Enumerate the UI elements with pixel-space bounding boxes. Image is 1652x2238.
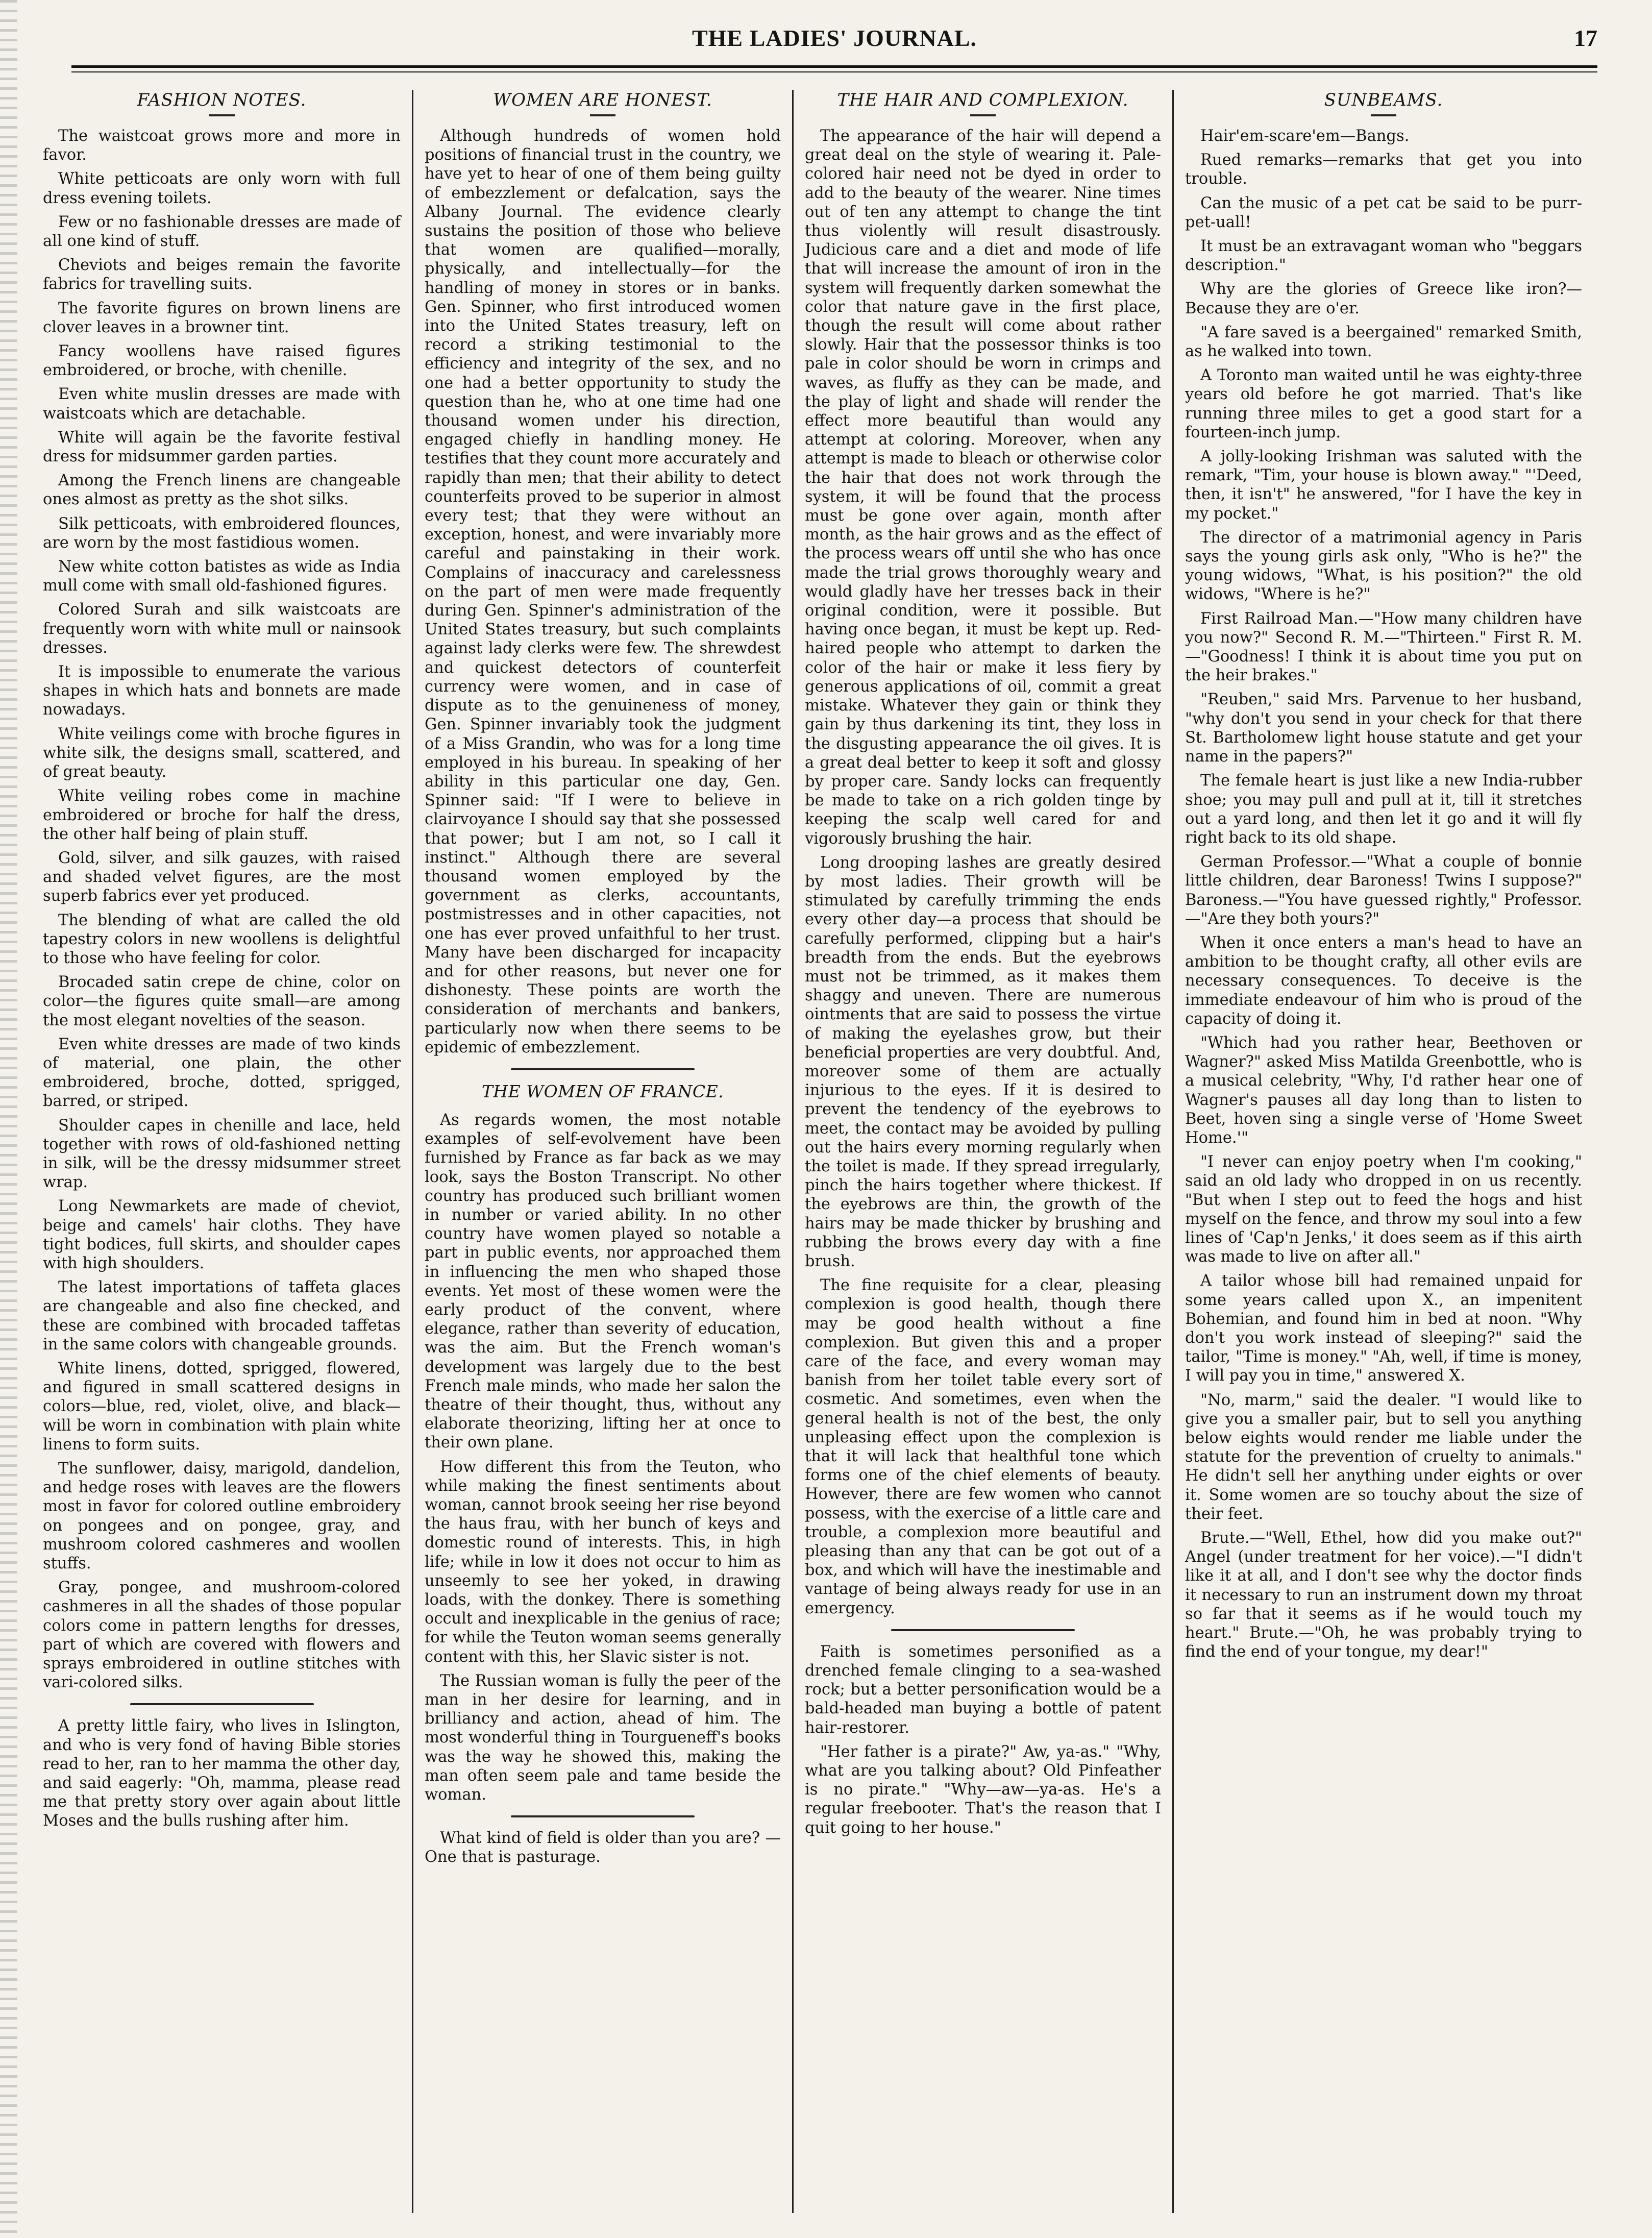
column-hair-complexion bbox=[792, 90, 1172, 2213]
article-paragraph: "No, marm," said the dealer. "I would like to give you a smaller pair, but to sell you anything below eights would render me liable under the statute for the prevention of cruelty to animals." He didn't sell her anything under eights or over it. Some women are so touchy about the size of their feet. bbox=[1185, 1391, 1582, 1523]
binding-edge bbox=[0, 0, 17, 2238]
article-paragraph: The fine requisite for a clear, pleasing complexion is good health, though there may be good health without a fine complexion. But given this and a proper care of the face, and every woman may banish from her toilet table every sort of cosmetic. And sometimes, even when the general health is not of the best, the only unpleasing effect upon the complexion is that it will lack that healthful tone which forms one of the chief elements of beauty. However, there are few women who cannot possess, with the exercise of a little care and trouble, a complexion more beautiful and pleasing than any that can be got out of a box, and which will have the inestimable and vantage of being always ready for use in an emergency. bbox=[805, 1276, 1161, 1617]
section-divider bbox=[891, 1629, 1075, 1631]
column-title: FASHION NOTES. bbox=[137, 90, 307, 110]
title-dash bbox=[970, 114, 996, 116]
article-paragraph: Shoulder capes in chenille and lace, held together with rows of old-fashioned netting in silk, will be the dressy midsummer street wrap. bbox=[43, 1116, 401, 1192]
column-section-body bbox=[425, 1111, 781, 1804]
article-paragraph: Long Newmarkets are made of cheviot, beige and camels' hair cloths. They have tight bodices, full skirts, and shoulder capes with high shoulders. bbox=[43, 1197, 401, 1272]
article-paragraph: As regards women, the most notable examples of self-evolvement have been furnished by France as far back as we may look, says the Boston Transcript. No other country has produced such brilliant women in number or varied ability. In no other country have women played so notable a part in public events, nor approached them in influencing the men who shaped those events. Yet most of these women were the early product of the convent, where elegance, rather than severity of education, was the aim. But the French woman's development was largely due to the best French male minds, who made her salon the theatre of their thought, thus, without any elaborate theorizing, lifting her at once to their own plane. bbox=[425, 1111, 781, 1452]
section-divider bbox=[511, 1815, 695, 1817]
article-paragraph: White veilings come with broche figures in white silk, the designs small, scattered, and of great beauty. bbox=[43, 725, 401, 781]
article-paragraph: Rued remarks—remarks that get you into trouble. bbox=[1185, 151, 1582, 188]
article-paragraph: The latest importations of taffeta glaces are changeable and also fine checked, and these are combined with brocaded taffetas in the same colors with changeable grounds. bbox=[43, 1278, 401, 1354]
article-paragraph: Can the music of a pet cat be said to be purr-pet-uall! bbox=[1185, 194, 1582, 231]
title-dash bbox=[1371, 114, 1396, 116]
article-paragraph: "A fare saved is a beergained" remarked Smith, as he walked into town. bbox=[1185, 323, 1582, 361]
article-paragraph: Cheviots and beiges remain the favorite fabrics for travelling suits. bbox=[43, 256, 401, 293]
article-paragraph: The sunflower, daisy, marigold, dandelion, and hedge roses with leaves are the flowers most in favor for colored outline embroidery on pongees and on pongee, gray, and mushroom colored cashmeres and woollen stuffs. bbox=[43, 1460, 401, 1573]
article-paragraph: Silk petticoats, with embroidered flounces, are worn by the most fastidious women. bbox=[43, 514, 401, 552]
article-paragraph: Among the French linens are changeable ones almost as pretty as the shot silks. bbox=[43, 472, 401, 509]
article-paragraph: Although hundreds of women hold positions of financial trust in the country, we have yet to hear of one of them being guilty of embezzlement or defalcation, says the Albany Journal. The evidence clearly sustains the position of those who believe that women are qualified—morally, physically, and intellectually—for the handling of money in stores or in banks. Gen. Spinner, who first introduced women into the United States treasury, left on record a striking testimonial to the efficiency and integrity of the sex, and no one had a better opportunity to study the question than he, who at one time had one thousand women under his direction, engaged chiefly in handling money. He testifies that they count more accurately and rapidly than men; that their ability to detect counterfeits proved to be superior in almost every test; that they were without an exception, honest, and were invariably more careful and painstaking in their work. Complains of inaccuracy and carelessness on the part of men were made frequently during Gen. Spinner's administration of the United States treasury, but such complaints against lady clerks were few. The shrewdest and quickest detectors of counterfeit currency were women, and in case of dispute as to the genuineness of money, Gen. Spinner invariably took the judgment of a Miss Grandin, who was for a long time employed in his bureau. In speaking of her ability in this particular one day, Gen. Spinner said: "If I were to believe in clairvoyance I should say that she possessed that power; but I am not, so I call it instinct." Although there are several thousand women employed by the government as clerks, accountants, postmistresses and in other capacities, not one has ever proved unfaithful to her trust. Many have been discharged for incapacity and for other reasons, but never one for dishonesty. These points are worth the consideration of merchants and bankers, particularly now when there seems to be epidemic of embezzlement. bbox=[425, 127, 781, 1056]
title-dash bbox=[209, 114, 235, 116]
article-paragraph: A Toronto man waited until he was eighty-three years old before he got married. That's like running three miles to get a good start for a fourteen-inch jump. bbox=[1185, 366, 1582, 441]
article-paragraph: It is impossible to enumerate the various shapes in which hats and bonnets are made nowadays. bbox=[43, 663, 401, 719]
title-dash bbox=[590, 114, 615, 116]
article-paragraph: Even white dresses are made of two kinds of material, one plain, the other embroidered, broche, dotted, sprigged, barred, or striped. bbox=[43, 1035, 401, 1111]
article-paragraph: The director of a matrimonial agency in Paris says the young girls ask only, "Who is he?" the young widows, "What, is his position?" the old widows, "Where is he?" bbox=[1185, 528, 1582, 604]
article-paragraph: "Which had you rather hear, Beethoven or Wagner?" asked Miss Matilda Greenbottle, who is a musical celebrity, "Why, I'd rather hear one of Wagner's pauses all day long than to listen to Beet, hoven sing a single verse of 'Home Sweet Home.'" bbox=[1185, 1034, 1582, 1147]
column-fashion-notes bbox=[32, 90, 412, 2213]
column-extra bbox=[43, 1716, 401, 1830]
article-paragraph: Brocaded satin crepe de chine, color on color—the figures quite small—are among the most elegant novelties of the season. bbox=[43, 973, 401, 1029]
header-rule bbox=[71, 65, 1597, 72]
article-paragraph: Why are the glories of Greece like iron?—Because they are o'er. bbox=[1185, 280, 1582, 317]
article-paragraph: White petticoats are only worn with full dress evening toilets. bbox=[43, 170, 401, 207]
article-paragraph: Brute.—"Well, Ethel, how did you make out?" Angel (under treatment for her voice).—"I didn't like it at all, and I don't see why the doctor finds it necessary to run an instrument down my throat so far that it seems as if he would touch my heart." Brute.—"Oh, he was probably trying to find the end of your tongue, my dear!" bbox=[1185, 1529, 1582, 1661]
article-paragraph: The appearance of the hair will depend a great deal on the style of wearing it. Pale-colored hair need not be dyed in order to add to the beauty of the wearer. Nine times out of ten any attempt to change the tint thus violently will result disastrously. Judicious care and a diet and mode of life that will increase the amount of iron in the system will frequently darken somewhat the color that nature gave in the first place, though the result will come about rather slowly. Hair that the possessor thinks is too pale in color should be worn in crimps and waves, as fluffy as they can be made, and the play of light and shade will render the effect more beautiful than would any attempt at coloring. Moreover, when any attempt is made to bleach or otherwise color the hair that does not work through the system, it will be found that the process must be gone over again, month after month, as the hair grows and as the effect of the process wears off until she who has once made the trial grows thoroughly weary and would gladly have her tresses back in their original condition, were it possible. But having once began, it must be kept up. Red-haired people who attempt to darken the color of the hair or make it less fiery by generous applications of oil, commit a great mistake. Whatever they gain or think they gain by thus darkening its tint, they loss in the disgusting appearance the oil gives. It is a great deal better to keep it soft and glossy by proper care. Sandy locks can frequently be made to take on a rich golden tinge by keeping the scalp well cared for and vigorously brushing the hair. bbox=[805, 127, 1161, 848]
column-extra bbox=[805, 1642, 1161, 1837]
article-paragraph: When it once enters a man's head to have an ambition to be thought crafty, all other evils are necessary consequences. To deceive is the immediate endeavour of him who is proud of the capacity of doing it. bbox=[1185, 933, 1582, 1028]
article-paragraph: "Reuben," said Mrs. Parvenue to her husband, "why don't you send in your check for that there St. Bartholomew light house statute and get your name in the papers?" bbox=[1185, 691, 1582, 766]
article-paragraph: White linens, dotted, sprigged, flowered, and figured in small scattered designs in colors—blue, red, violet, olive, and black—will be worn in combination with plain white linens to form suits. bbox=[43, 1359, 401, 1454]
section-divider bbox=[511, 1068, 695, 1070]
article-paragraph: The blending of what are called the old tapestry colors in new woollens is delightful to those who have feeling for color. bbox=[43, 911, 401, 967]
page-number: 17 bbox=[1574, 25, 1597, 51]
column-body bbox=[425, 127, 781, 1057]
article-paragraph: The favorite figures on brown linens are clover leaves in a browner tint. bbox=[43, 299, 401, 336]
article-paragraph: Long drooping lashes are greatly desired by most ladies. Their growth will be stimulated by carefully trimming the ends every other day—a process that should be carefully performed, clipping but a hair's breadth from the ends. But the eyebrows must not be trimmed, as it makes them shaggy and uneven. There are numerous ointments that are said to possess the virtue of making the eyelashes grow, but their beneficial properties are very doubtful. And, moreover some of them are actually injurious to the eyes. If it is desired to prevent the tendency of the eyebrows to meet, the contact may be avoided by pulling out the hairs every morning regularly when the toilet is made. If they spread irregularly, pinch the hairs together where thickest. If the eyebrows are thin, the growth of the hairs may be made thicker by brushing and rubbing the brows every day with a fine brush. bbox=[805, 853, 1161, 1270]
article-paragraph: Faith is sometimes personified as a drenched female clinging to a sea-washed rock; but a better personification would be a bald-headed man buying a bottle of patent hair-restorer. bbox=[805, 1642, 1161, 1737]
article-paragraph: Few or no fashionable dresses are made of all one kind of stuff. bbox=[43, 213, 401, 251]
article-paragraph: A tailor whose bill had remained unpaid for some years called upon X., an impenitent Bohemian, and found him in bed at noon. "Why don't you work instead of sleeping?" said the tailor, "Time is money." "Ah, well, if time is money, I will pay you in time," answered X. bbox=[1185, 1272, 1582, 1385]
article-paragraph: Hair'em-scare'em—Bangs. bbox=[1200, 127, 1410, 145]
column-title: THE HAIR AND COMPLEXION. bbox=[837, 90, 1129, 110]
article-paragraph: "I never can enjoy poetry when I'm cooking," said an old lady who dropped in on us recently. "But when I step out to feed the hogs and hist myself on the fence, and throw my soul into a few lines of 'Cap'n Jenks,' it does seem as if this airth was made to live on after all." bbox=[1185, 1153, 1582, 1266]
article-paragraph: The waistcoat grows more and more in favor. bbox=[43, 127, 401, 164]
article-paragraph: Colored Surah and silk waistcoats are frequently worn with white mull or nainsook dresses. bbox=[43, 601, 401, 657]
column-sunbeams bbox=[1172, 90, 1593, 2213]
article-paragraph: Even white muslin dresses are made with waistcoats which are detachable. bbox=[43, 385, 401, 423]
article-paragraph: The Russian woman is fully the peer of the man in her desire for learning, and in brilliancy and action, ahead of him. The most wonderful thing in Tourgueneff's books was the way he showed this, making the man often seem pale and tame beside the woman. bbox=[425, 1671, 781, 1804]
article-paragraph: A pretty little fairy, who lives in Islington, and who is very fond of having Bible stories read to her, ran to her mamma the other day, and said eagerly: "Oh, mamma, please read me that pretty story over again about little Moses and the bulls rushing after him. bbox=[43, 1717, 401, 1830]
article-paragraph: Fancy woollens have raised figures embroidered, or broche, with chenille. bbox=[43, 342, 401, 380]
article-paragraph: It must be an extravagant woman who "beggars description." bbox=[1185, 237, 1582, 275]
closing-joke: What kind of field is older than you are? —One that is pasturage. bbox=[425, 1829, 781, 1866]
journal-title: THE LADIES' JOURNAL. bbox=[692, 25, 977, 51]
article-paragraph: How different this from the Teuton, who while making the finest sentiments about woman, cannot brook seeing her rise beyond the haus frau, with her bunch of keys and domestic round of interests. This, in high life; while in low it does not occur to him as unseemly to see her yoked, in drawing loads, with the donkey. There is something occult and inexplicable in the genius of race; for while the Teuton woman seems generally content with this, her Slavic sister is not. bbox=[425, 1458, 781, 1666]
article-paragraph: "Her father is a pirate?" Aw, ya-as." "Why, what are you talking about? Old Pinfeather is no pirate." "Why—aw—ya-as. He's a regular freebooter. That's the reason that I quit going to her house." bbox=[805, 1742, 1161, 1837]
column-women-honest bbox=[412, 90, 792, 2213]
columns bbox=[32, 90, 1593, 2213]
section-title: THE WOMEN OF FRANCE. bbox=[481, 1081, 724, 1101]
article-paragraph: White will again be the favorite festival dress for midsummer garden parties. bbox=[43, 428, 401, 466]
article-paragraph: German Professor.—"What a couple of bonnie little children, dear Baroness! Twins I suppose?" Baroness.—"You have guessed rightly," Professor.—"Are they both yours?" bbox=[1185, 853, 1582, 928]
article-paragraph: Gray, pongee, and mushroom-colored cashmeres in all the shades of those popular colors come in pattern lengths for dresses, part of which are covered with flowers and sprays embroidered in outline stitches with vari-colored silks. bbox=[43, 1579, 401, 1692]
column-title: SUNBEAMS. bbox=[1324, 90, 1443, 110]
article-paragraph: White veiling robes come in machine embroidered or broche for half the dress, the other half being of plain stuff. bbox=[43, 787, 401, 843]
page-header bbox=[71, 24, 1597, 60]
section-divider bbox=[130, 1703, 314, 1705]
article-paragraph: The female heart is just like a new India-rubber shoe; you may pull and pull at it, till it stretches out a yard long, and then let it go and it will fly right back to its old shape. bbox=[1185, 772, 1582, 847]
column-title: WOMEN ARE HONEST. bbox=[493, 90, 712, 110]
column-body bbox=[1185, 127, 1582, 1661]
article-paragraph: First Railroad Man.—"How many children have you now?" Second R. M.—"Thirteen." First R. M.—"Goodness! I think it is about time you put on the heir brakes." bbox=[1185, 609, 1582, 685]
article-paragraph: Gold, silver, and silk gauzes, with raised and shaded velvet figures, are the most superb fabrics ever yet produced. bbox=[43, 849, 401, 905]
column-body bbox=[805, 127, 1161, 1618]
column-body bbox=[43, 127, 401, 1692]
article-paragraph: A jolly-looking Irishman was saluted with the remark, "Tim, your house is blown away." "'Deed, then, it isn't" he answered, "for I have the key in my pocket." bbox=[1185, 448, 1582, 523]
article-paragraph: New white cotton batistes as wide as India mull come with small old-fashioned figures. bbox=[43, 558, 401, 595]
